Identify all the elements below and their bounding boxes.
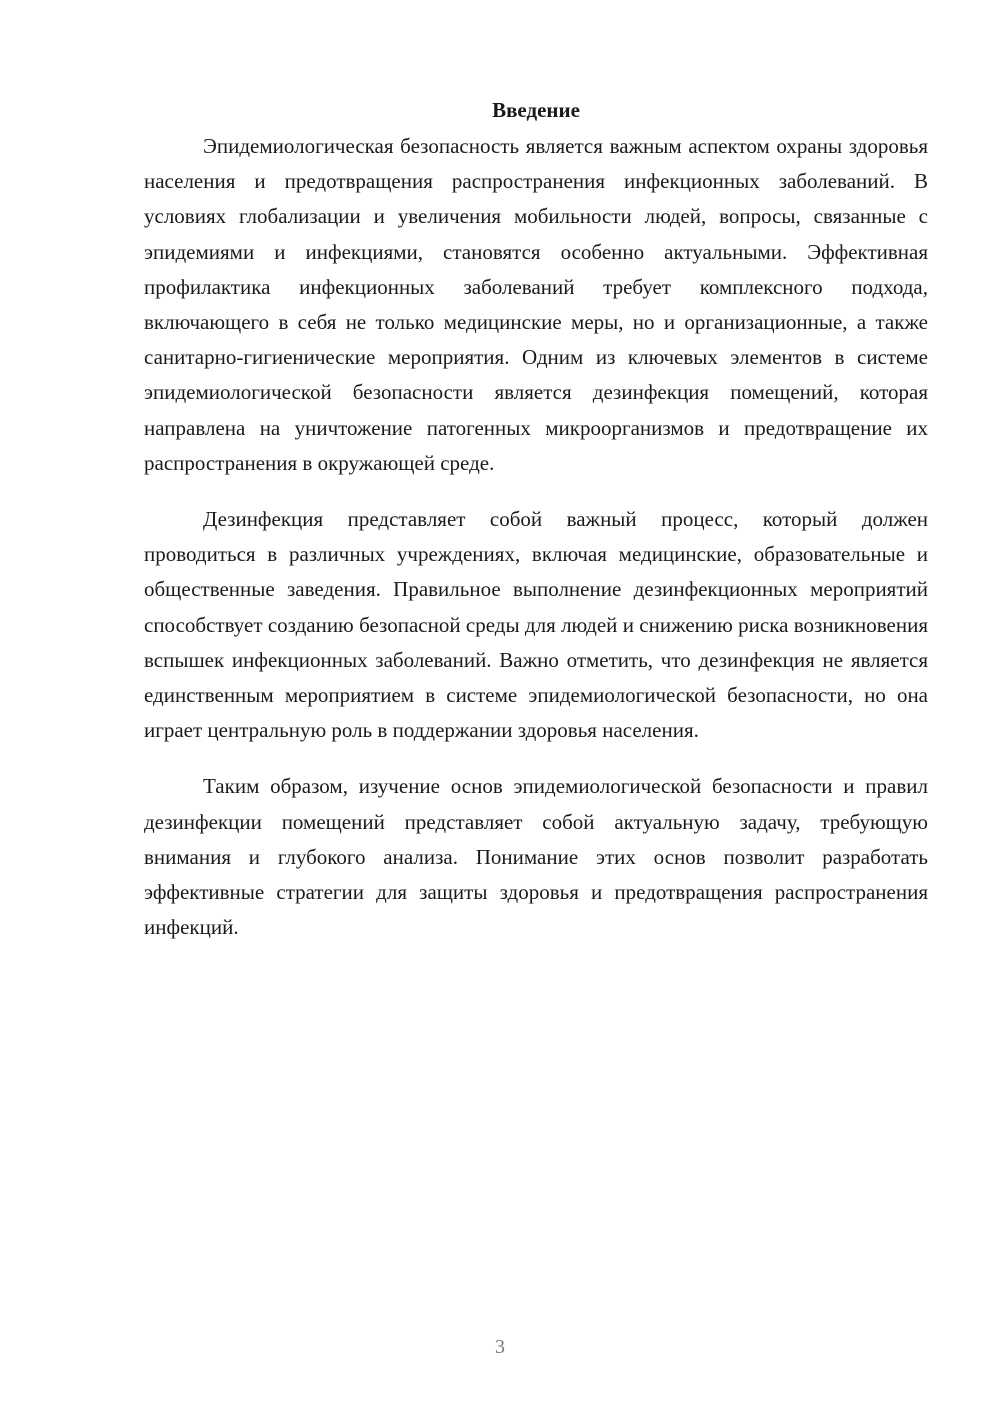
page-content xyxy=(144,92,928,945)
paragraph-2: Дезинфекция представляет собой важный процесс, который должен проводиться в различных учреждениях, включая медицинские, образовательные и общественные заведения. Правильное выполнение дезинфекционных мероприятий способствует созданию безопасной среды для людей и снижению риска возникновения вспышек инфекционных заболеваний. Важно отметить, что дезинфекция не является единственным мероприятием в системе эпидемиологической безопасности, но она играет центральную роль в поддержании здоровья населения. xyxy=(144,507,928,743)
page-number: 3 xyxy=(495,1336,505,1358)
section-title: Введение xyxy=(492,98,580,122)
paragraph-3: Таким образом, изучение основ эпидемиологической безопасности и правил дезинфекции помещений представляет собой актуальную задачу, требующую внимания и глубокого анализа. Понимание этих основ позволит разработать эффективные стратегии для защиты здоровья и предотвращения распространения инфекций. xyxy=(144,774,928,940)
paragraph-1: Эпидемиологическая безопасность является важным аспектом охраны здоровья населения и предотвращения распространения инфекционных заболеваний. В условиях глобализации и увеличения мобильности людей, вопросы, связанные с эпидемиями и инфекциями, становятся особенно актуальными. Эффективная профилактика инфекционных заболеваний требует комплексного подхода, включающего в себя не только медицинские меры, но и организационные, а также санитарно-гигиенические мероприятия. Одним из ключевых элементов в системе эпидемиологической безопасности является дезинфекция помещений, которая направлена на уничтожение патогенных микроорганизмов и предотвращение их распространения в окружающей среде. xyxy=(144,134,928,475)
